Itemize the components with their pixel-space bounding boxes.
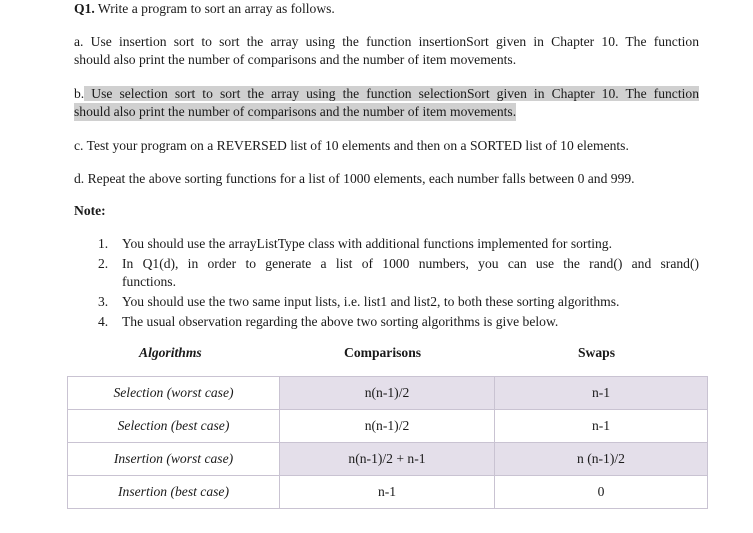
cell-algorithm: Insertion (worst case) [68,443,280,476]
part-a-line1: a. Use insertion sort to sort the array using the function insertionSort given in Chapter 10. The function [74,34,699,49]
note-3-number: 3. [98,294,109,309]
question-heading [74,0,335,17]
cell-algorithm: Selection (worst case) [68,377,280,410]
note-1-number: 1. [98,236,109,251]
cell-swaps: n-1 [495,377,708,410]
note-2-number: 2. [98,256,109,271]
table-row [68,476,708,509]
note-2-continuation: functions. [122,274,176,289]
note-1-text: You should use the arrayListType class with additional functions implemented for sorting. [122,236,612,251]
table-header-comparisons: Comparisons [344,345,422,360]
part-d: d. Repeat the above sorting functions for a list of 1000 elements, each number falls between 0 and 999. [74,171,635,186]
part-b-line2 [74,103,516,120]
cell-comparisons: n-1 [280,476,495,509]
part-b-line1 [74,85,699,102]
cell-algorithm: Insertion (best case) [68,476,280,509]
table-header-swaps: Swaps [578,345,616,360]
cell-comparisons: n(n-1)/2 [280,377,495,410]
complexity-table [67,376,708,509]
note-2-text: In Q1(d), in order to generate a list of 1000 numbers, you can use the rand() and srand() [122,256,699,271]
note-3-text: You should use the two same input lists, i.e. list1 and list2, to both these sorting algorithms. [122,294,620,309]
table-row [68,377,708,410]
question-label: Q1. [74,1,95,16]
part-b-highlighted-text: Use selection sort to sort the array using the function selectionSort given in Chapter 10. The function [84,86,699,101]
cell-swaps: 0 [495,476,708,509]
cell-swaps: n-1 [495,410,708,443]
part-b-highlighted-text-2: should also print the number of comparisons and the number of item movements. [74,104,517,119]
question-text: Write a program to sort an array as follows. [94,1,335,16]
cell-swaps: n (n-1)/2 [495,443,708,476]
note-4-number: 4. [98,314,109,329]
cell-comparisons: n(n-1)/2 [280,410,495,443]
part-a-line2: should also print the number of comparisons and the number of item movements. [74,52,517,67]
note-label: Note: [74,203,106,218]
part-c: c. Test your program on a REVERSED list of 10 elements and then on a SORTED list of 10 elements. [74,138,629,153]
table-row [68,443,708,476]
cell-comparisons: n(n-1)/2 + n-1 [280,443,495,476]
note-4-text: The usual observation regarding the above two sorting algorithms is give below. [122,314,559,329]
part-b-prefix: b. [74,86,85,101]
cell-algorithm: Selection (best case) [68,410,280,443]
table-header-algorithms: Algorithms [139,345,202,360]
table-row [68,410,708,443]
